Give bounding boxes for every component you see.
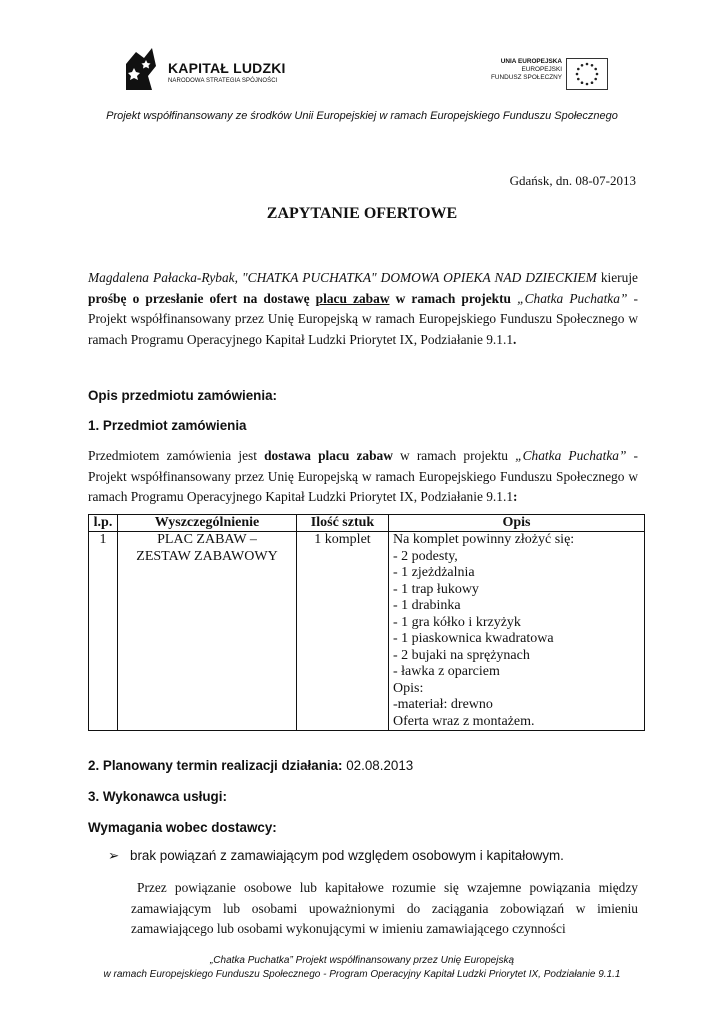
s1-text-1: Przedmiotem zamówienia jest — [88, 448, 265, 463]
desc-line: -materiał: drewno — [393, 697, 493, 712]
section-2-value: 02.08.2013 — [342, 758, 414, 773]
s1-text-3: - Projekt współfinansowany przez Unię Europejską w ramach Europejskiego Funduszu Społecznego w ramach Programu Operacyjnego Kapitał Ludzki Priorytet IX, Podziałanie 9.1.1 — [88, 448, 639, 504]
cell-lp: 1 — [89, 532, 118, 731]
section-desc-heading: Opis przedmiotu zamówienia: — [88, 388, 277, 403]
intro-bold-1: prośbę o przesłanie ofert na dostawę — [88, 290, 316, 306]
eu-flag-icon — [566, 58, 608, 90]
arrow-bullet-icon: ➢ — [108, 848, 120, 863]
desc-line: Opis: — [393, 680, 424, 696]
desc-line: - 1 gra kółko i krzyżyk — [393, 614, 521, 630]
kapital-ludzki-emblem-icon — [122, 46, 160, 92]
desc-line: - 2 podesty, — [393, 548, 458, 564]
desc-line: - 2 bujaki na sprężynach — [393, 647, 530, 663]
logo-subtitle: NARODOWA STRATEGIA SPÓJNOŚCI — [168, 78, 278, 84]
desc-line: Na komplet powinny złożyć się: — [393, 532, 575, 547]
intro-project: „Chatka Puchatka” — [517, 290, 628, 306]
cell-qty: 1 komplet — [297, 532, 389, 731]
table-header-row — [89, 515, 645, 532]
intro-author: Magdalena Pałacka-Rybak, "CHATKA PUCHATKA" DOMOWA OPIEKA NAD DZIECKIEM — [88, 270, 597, 285]
s1-bold: dostawa placu zabaw — [264, 448, 393, 463]
section-3-heading: 3. Wykonawca usługi: — [88, 789, 227, 804]
intro-text-1: kieruje — [596, 270, 638, 285]
requirements-heading: Wymagania wobec dostawcy: — [88, 820, 277, 835]
desc-line: Oferta wraz z montażem. — [393, 713, 535, 729]
th-name: Wyszczególnienie — [118, 515, 297, 532]
s1-project: „Chatka Puchatka” — [515, 448, 627, 463]
intro-text-2: - Projekt współfinansowany przez Unię Europejską w ramach Europejskiego Funduszu Społecznego w ramach Programu Operacyjnego Kapitał Ludzki Priorytet IX, Podziałanie 9.1.1 — [88, 290, 638, 347]
th-desc: Opis — [389, 515, 645, 532]
eu-logo — [474, 58, 608, 92]
desc-line: - 1 piaskownica kwadratowa — [393, 631, 554, 646]
logo-title: KAPITAŁ LUDZKI — [168, 60, 286, 76]
footer-line-2: w ramach Europejskiego Funduszu Społecznego - Program Operacyjny Kapitał Ludzki Priorytet IX, Podziałanie 9.1.1 — [103, 969, 621, 980]
requirement-bullet — [108, 848, 564, 864]
order-table — [88, 514, 645, 731]
kapital-ludzki-logo — [122, 46, 302, 94]
document-date: Gdańsk, dn. 08-07-2013 — [509, 173, 636, 188]
intro-paragraph — [88, 268, 638, 350]
eu-line-2: EUROPEJSKI — [521, 66, 562, 73]
section-2-label: 2. Planowany termin realizacji działania: — [88, 758, 343, 773]
cell-name-line-1: PLAC ZABAW – — [157, 532, 257, 547]
intro-end: . — [513, 331, 517, 347]
desc-line: - 1 zjeżdżalnia — [393, 565, 475, 580]
document-title: ZAPYTANIE OFERTOWE — [266, 205, 458, 222]
th-qty: Ilość sztuk — [297, 515, 389, 532]
desc-line: - 1 trap łukowy — [393, 581, 479, 597]
desc-line: - 1 drabinka — [393, 598, 461, 613]
footer-line-1: „Chatka Puchatka” Projekt współfinansowany przez Unię Europejską — [209, 955, 515, 966]
requirements-paragraph: Przez powiązanie osobowe lub kapitałowe rozumie się wzajemne powiązania między zamawiającym lub osobami upoważnionymi do zaciągania zobowiązań w imieniu zamawiającego lub osobami wykonującymi w imieniu zamawiającego czynności — [131, 880, 638, 936]
cell-name — [118, 532, 297, 731]
cell-name-line-2: ZESTAW ZABAWOWY — [136, 548, 278, 564]
s1-end: : — [513, 489, 518, 504]
section-2 — [88, 758, 413, 773]
th-lp: l.p. — [89, 515, 118, 532]
eu-line-3: FUNDUSZ SPOŁECZNY — [490, 74, 562, 81]
section-1-paragraph — [88, 446, 638, 508]
desc-line: - ławka z oparciem — [393, 664, 500, 679]
eu-line-1: UNIA EUROPEJSKA — [500, 58, 562, 65]
s1-text-2: w ramach projektu — [392, 448, 516, 463]
intro-bold-underline: placu zabaw — [315, 290, 390, 306]
funding-note: Projekt współfinansowany ze środków Unii Europejskiej w ramach Europejskiego Funduszu Społecznego — [106, 110, 618, 122]
cell-desc — [389, 532, 645, 731]
section-1-heading: 1. Przedmiot zamówienia — [88, 418, 247, 433]
intro-bold-2: w ramach projektu — [389, 290, 518, 306]
table-row — [89, 532, 645, 731]
bullet-text: brak powiązań z zamawiającym pod względem osobowym i kapitałowym. — [130, 848, 564, 863]
